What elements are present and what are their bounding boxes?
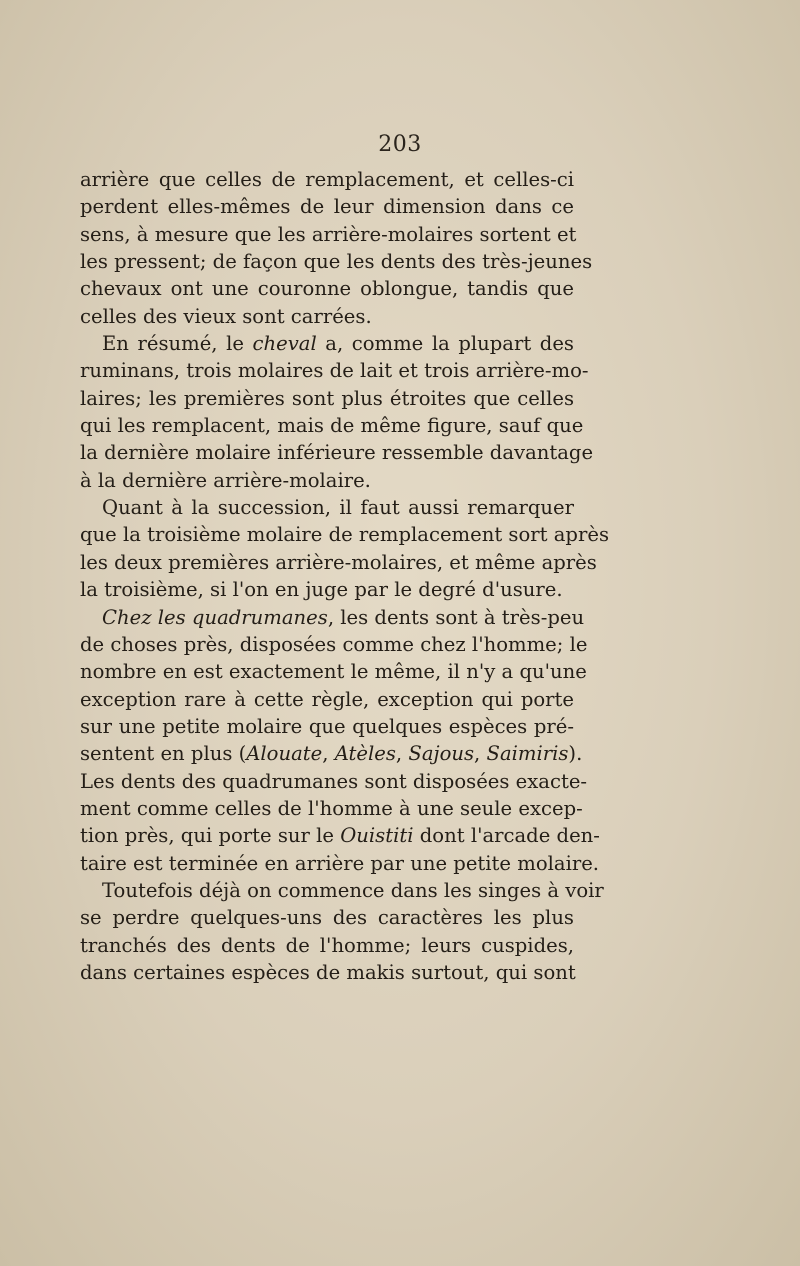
text-line: celles des vieux sont carrées. <box>80 304 372 328</box>
text-line: arrière que celles de remplacement, et celles-ci <box>80 168 574 191</box>
text-line: chevaux ont une couronne oblongue, tandis que <box>80 277 574 301</box>
text-line: dans certaines espèces de makis surtout, qui sont <box>80 960 576 984</box>
body-text <box>80 166 609 986</box>
text-line: les pressent; de façon que les dents des très-jeunes <box>80 250 593 274</box>
text-line: la troisième, si l'on en juge par le degré d'usure. <box>80 578 563 602</box>
text-line: qui les remplacent, mais de même figure, sauf que <box>80 414 584 438</box>
text-line: Quant à la succession, il faut aussi remarquer <box>102 496 574 520</box>
text-line: les deux premières arrière-molaires, et même après <box>80 550 597 574</box>
text-line: à la dernière arrière-molaire. <box>80 468 371 492</box>
text-line: se perdre quelques-uns des caractères les plus <box>80 906 574 930</box>
text-line: sentent en plus (Alouate, Atèles, Sajous, Saimiris). <box>80 742 583 766</box>
text-line: exception rare à cette règle, exception qui porte <box>80 687 574 711</box>
text-line: nombre en est exactement le même, il n'y a qu'une <box>80 660 587 684</box>
text-line: ment comme celles de l'homme à une seule excep- <box>80 796 583 820</box>
text-line: Chez les quadrumanes, les dents sont à très-peu <box>102 605 585 629</box>
text-line: taire est terminée en arrière par une petite molaire. <box>80 851 600 875</box>
text-line: tion près, qui porte sur le Ouistiti dont l'arcade den- <box>80 824 600 848</box>
text-line: laires; les premières sont plus étroites que celles <box>80 386 574 410</box>
text-line: sur une petite molaire que quelques espèces pré- <box>80 714 574 738</box>
text-line: perdent elles-mêmes de leur dimension dans ce <box>80 195 574 219</box>
page-number: 203 <box>378 132 422 157</box>
text-line: tranchés des dents de l'homme; leurs cuspides, <box>80 933 574 957</box>
text-line: En résumé, le cheval a, comme la plupart des <box>102 332 574 356</box>
text-line: la dernière molaire inférieure ressemble davantage <box>80 441 594 465</box>
text-line: Les dents des quadrumanes sont disposées exacte- <box>80 769 588 793</box>
text-line: sens, à mesure que les arrière-molaires sortent et <box>80 222 577 246</box>
text-line: Toutefois déjà on commence dans les singes à voir <box>102 878 604 902</box>
text-line: de choses près, disposées comme chez l'homme; le <box>80 632 588 656</box>
text-line: ruminans, trois molaires de lait et trois arrière-mo- <box>80 359 589 383</box>
text-line: que la troisième molaire de remplacement sort après <box>80 523 609 547</box>
